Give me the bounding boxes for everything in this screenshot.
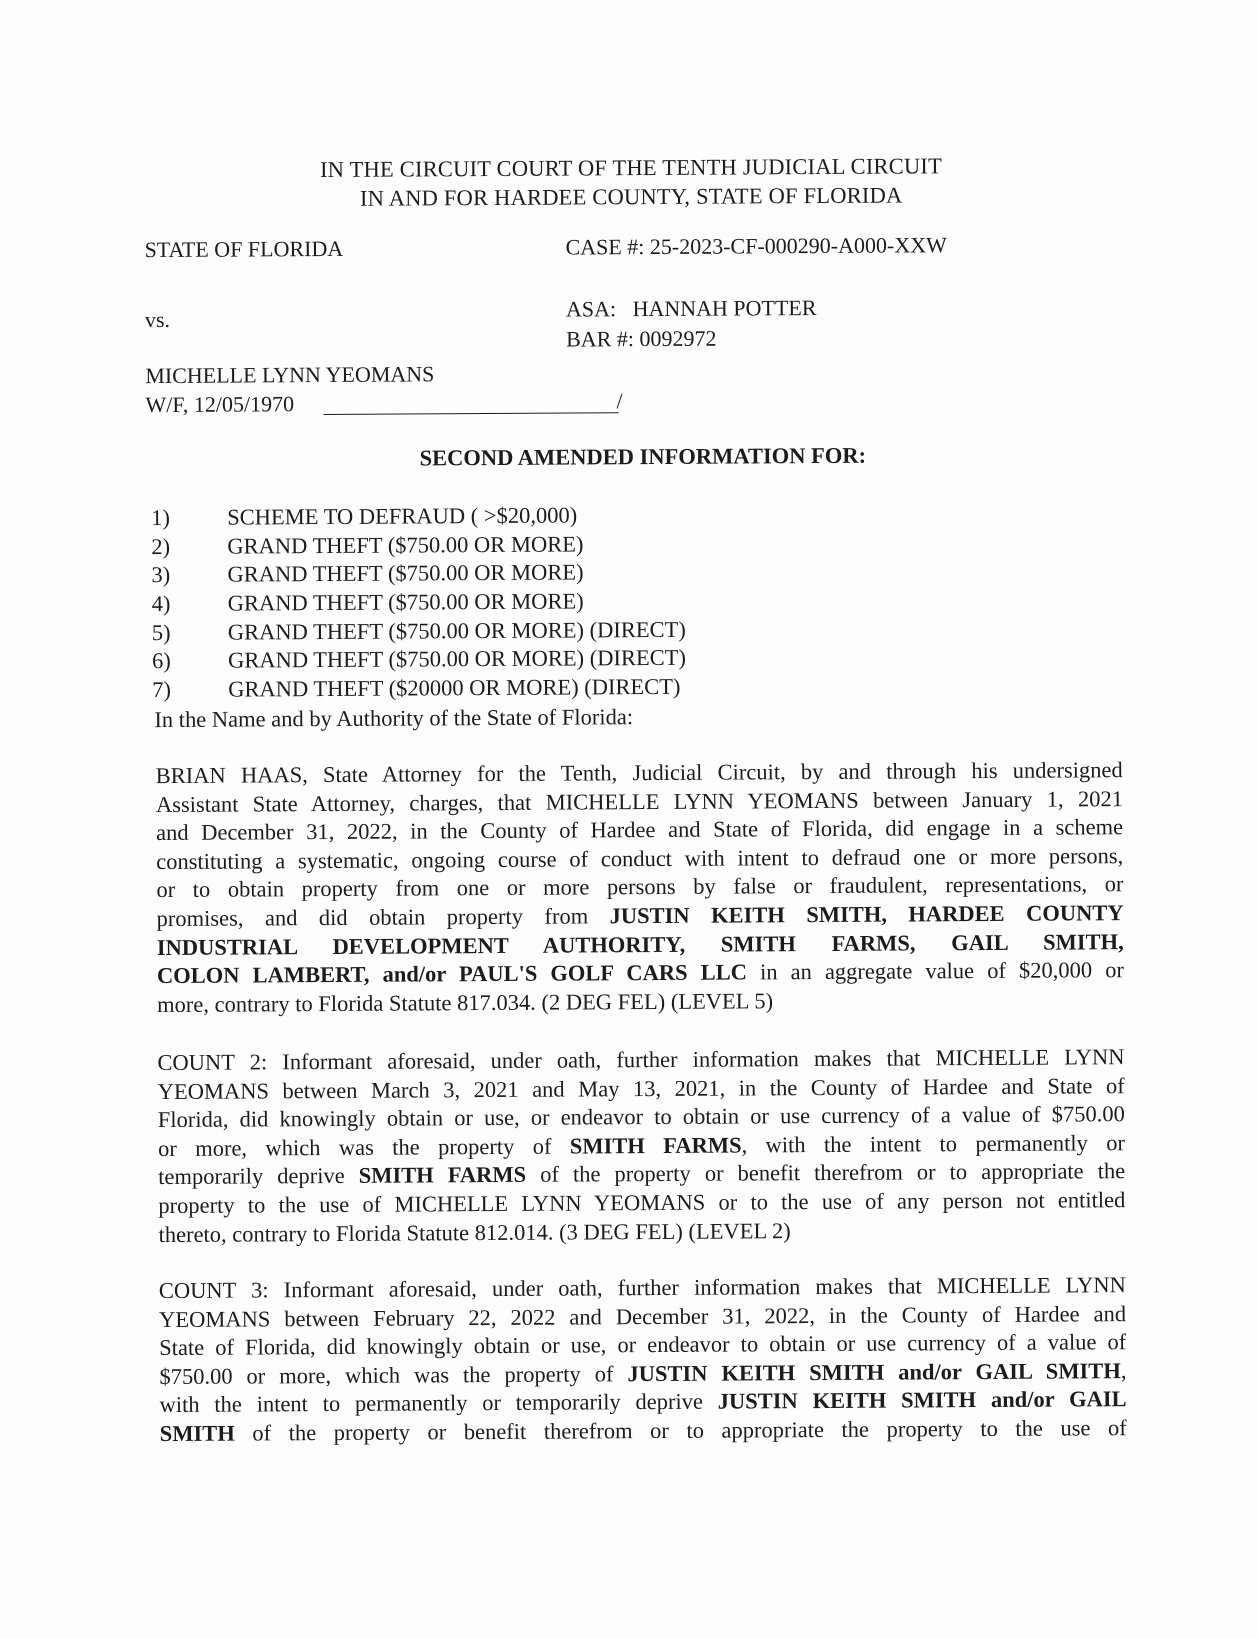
victim-names: JUSTIN KEITH SMITH, HARDEE COUNTY <box>609 900 1124 929</box>
count-3-text: of the property or benefit therefrom or to appropriate the property to the use of <box>234 1415 1127 1446</box>
charge-number: 6) <box>151 648 171 674</box>
count-1-text: promises, and did obtain property from <box>156 903 610 932</box>
charge-number: 3) <box>151 562 171 588</box>
case-number: CASE #: 25-2023-CF-000290-A000-XXW <box>565 232 947 260</box>
caption-line-2: IN AND FOR HARDEE COUNTY, STATE OF FLORIDA <box>359 182 903 211</box>
count-3-line <box>160 1414 1127 1449</box>
defendant-name: MICHELLE LYNN YEOMANS <box>145 361 435 389</box>
asa-name: ASA: HANNAH POTTER <box>565 295 817 322</box>
charge-text: GRAND THEFT ($750.00 OR MORE) <box>227 531 584 559</box>
defendant-info: W/F, 12/05/1970 <box>145 391 295 418</box>
victim-names: COLON LAMBERT, and/or PAUL'S GOLF CARS LLC <box>156 959 748 989</box>
count-3-line: State of Florida, did knowingly obtain or use, or endeavor to obtain or use currency of a value of <box>159 1329 1127 1361</box>
charge-text: GRAND THEFT ($750.00 OR MORE) <box>227 559 584 587</box>
charge-number: 7) <box>152 677 172 703</box>
caption-slash: / <box>616 388 623 414</box>
plaintiff-name: STATE OF FLORIDA <box>144 235 344 263</box>
count-2-text: or more, which was the property of <box>157 1133 570 1161</box>
count-2-paragraph <box>157 1043 1125 1249</box>
count-3-paragraph <box>159 1271 1127 1448</box>
document-heading: SECOND AMENDED INFORMATION FOR: <box>419 442 867 471</box>
charge-text: GRAND THEFT ($750.00 OR MORE) (DIRECT) <box>227 616 686 645</box>
count-1-paragraph <box>156 756 1125 1019</box>
victim-names: JUSTIN KEITH SMITH and/or GAIL SMITH <box>627 1357 1121 1386</box>
count-2-line: property to the use of MICHELLE LYNN YEOMANS or to the use of any person not entitled <box>158 1187 1126 1219</box>
authority-statement: In the Name and by Authority of the State of Florida: <box>154 704 634 733</box>
count-3-text: , <box>1120 1357 1127 1383</box>
count-1-line: BRIAN HAAS, State Attorney for the Tenth, Judicial Circuit, by and through his undersigned <box>155 757 1123 789</box>
count-2-line: Florida, did knowingly obtain or use, or endeavor to obtain or use currency of a value of $750.00 <box>157 1101 1125 1133</box>
victim-names: SMITH <box>159 1420 235 1447</box>
count-2-text: , with the intent to permanently or <box>741 1129 1126 1158</box>
count-1-line: and December 31, 2022, in the County of Hardee and State of Florida, did engage in a scheme <box>156 814 1124 846</box>
count-1-line: more, contrary to Florida Statute 817.034. (2 DEG FEL) (LEVEL 5) <box>157 988 774 1017</box>
signature-line <box>324 412 619 415</box>
charge-text: SCHEME TO DEFRAUD ( >$20,000) <box>227 502 578 530</box>
versus-label: vs. <box>144 306 171 333</box>
charge-number: 2) <box>151 533 171 559</box>
charge-number: 4) <box>151 591 171 617</box>
bar-number: BAR #: 0092972 <box>566 325 717 352</box>
charge-text: GRAND THEFT ($750.00 OR MORE) <box>227 588 584 616</box>
count-2-line: thereto, contrary to Florida Statute 812.014. (3 DEG FEL) (LEVEL 2) <box>158 1217 791 1247</box>
charge-number: 5) <box>151 619 171 645</box>
count-1-line: or to obtain property from one or more persons by false or fraudulent, representations, or <box>156 871 1124 903</box>
count-2-line: COUNT 2: Informant aforesaid, under oath, further information makes that MICHELLE LYNN <box>157 1044 1125 1076</box>
count-1-text: in an aggregate value of $20,000 or <box>746 957 1125 985</box>
count-1-line <box>157 956 1124 991</box>
charge-number: 1) <box>151 504 170 531</box>
victim-names: JUSTIN KEITH SMITH and/or GAIL <box>717 1386 1127 1415</box>
victim-names: SMITH FARMS <box>358 1162 527 1189</box>
count-1-line: Assistant State Attorney, charges, that MICHELLE LYNN YEOMANS between January 1, 2021 <box>155 785 1123 817</box>
count-3-line: COUNT 3: Informant aforesaid, under oath, further information makes that MICHELLE LYNN <box>158 1272 1126 1304</box>
victim-names: SMITH FARMS <box>569 1132 742 1159</box>
count-3-line: YEOMANS between February 22, 2022 and December 31, 2022, in the County of Hardee and <box>158 1300 1127 1332</box>
count-2-line: YEOMANS between March 3, 2021 and May 13, 2021, in the County of Hardee and State of <box>157 1072 1125 1104</box>
count-3-text: $750.00 or more, which was the property of <box>159 1360 628 1389</box>
count-1-line: constituting a systematic, ongoing course of conduct with intent to defraud one or more persons, <box>156 842 1124 874</box>
charge-text: GRAND THEFT ($20000 OR MORE) (DIRECT) <box>228 673 681 702</box>
count-3-text: with the intent to permanently or temporarily deprive <box>159 1389 718 1418</box>
victim-names: INDUSTRIAL DEVELOPMENT AUTHORITY, SMITH FARMS, GAIL SMITH, <box>156 928 1124 960</box>
charges-list <box>151 499 952 705</box>
court-caption <box>151 150 1111 214</box>
charge-text: GRAND THEFT ($750.00 OR MORE) (DIRECT) <box>227 645 687 674</box>
caption-line-1: IN THE CIRCUIT COURT OF THE TENTH JUDICIAL CIRCUIT <box>319 153 943 183</box>
count-2-text: temporarily deprive <box>158 1163 359 1190</box>
count-2-text: of the property or benefit therefrom or to appropriate the <box>526 1158 1126 1188</box>
charge-item <box>152 671 952 705</box>
